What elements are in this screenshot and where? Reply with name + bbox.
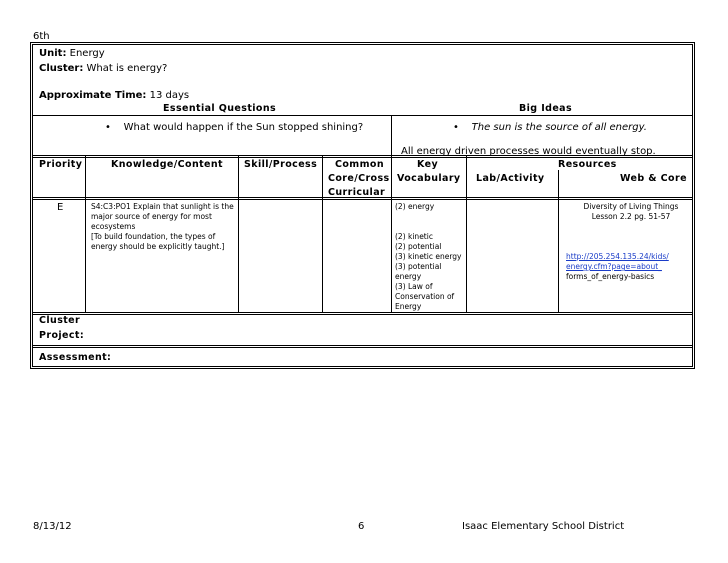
cluster-label: Cluster:	[39, 63, 84, 74]
curriculum-map-table	[30, 42, 695, 369]
cluster-project-label-2: Project:	[39, 330, 85, 341]
resource-link-line[interactable]: http://205.254.135.24/kids/	[566, 252, 669, 261]
big-ideas-header: Big Ideas	[519, 103, 573, 114]
col-skill: Skill/Process	[244, 159, 318, 170]
grade-label: 6th	[33, 31, 50, 42]
row-web-lesson: Lesson 2.2 pg. 51-57	[591, 212, 671, 221]
col-lab: Lab/Activity	[476, 173, 545, 184]
time-value: 13 days	[149, 90, 190, 101]
essential-questions-header: Essential Questions	[163, 103, 277, 114]
eq-bigideas-divider	[391, 115, 392, 156]
rule-before-columns	[33, 155, 692, 158]
col-web: Web & Core	[620, 173, 687, 184]
knowledge-line: S4:C3:PO1 Explain that sunlight is the	[91, 202, 234, 211]
vocab-line: Energy	[395, 302, 422, 311]
rule-after-project	[33, 345, 692, 348]
row-web-book: Diversity of Living Things	[583, 202, 679, 211]
col-vocab-2: Vocabulary	[397, 173, 461, 184]
cluster-row	[39, 63, 167, 74]
vocab-line: (2) potential	[395, 242, 442, 251]
time-label: Approximate Time:	[39, 90, 147, 101]
vocab-line	[395, 222, 461, 232]
time-row	[39, 90, 189, 101]
col-common-core-3: Curricular	[328, 187, 386, 198]
cluster-value: What is energy?	[86, 63, 168, 74]
col-knowledge: Knowledge/Content	[111, 159, 223, 170]
divider-vocab	[466, 155, 467, 313]
row-knowledge	[91, 202, 234, 252]
divider-priority	[85, 155, 86, 313]
footer-organization: Isaac Elementary School District	[462, 521, 625, 532]
knowledge-line: energy should be explicitly taught.]	[91, 242, 225, 251]
col-vocab-1: Key	[417, 159, 439, 170]
unit-label: Unit:	[39, 48, 67, 59]
vocab-line: (3) Law of	[395, 282, 433, 291]
vocab-line	[395, 212, 461, 222]
vocab-line: (2) energy	[395, 202, 435, 211]
bullet-icon: •	[453, 122, 459, 133]
row-vocab	[395, 202, 461, 312]
col-resources: Resources	[558, 159, 617, 170]
resource-link-line[interactable]: energy.cfm?page=about_	[566, 262, 662, 271]
essential-question-item: • What would happen if the Sun stopped shining?	[105, 122, 364, 133]
vocab-line: (3) kinetic energy	[395, 252, 462, 261]
col-priority: Priority	[39, 159, 83, 170]
vocab-line: (3) potential	[395, 262, 442, 271]
knowledge-line: major source of energy for most	[91, 212, 212, 221]
big-idea-item: • The sun is the source of all energy.	[453, 122, 647, 133]
divider-lab	[558, 170, 559, 313]
unit-value: Energy	[69, 48, 105, 59]
col-common-core-2: Core/Cross	[328, 173, 390, 184]
col-common-core-1: Common	[335, 159, 384, 170]
knowledge-line: ecosystems	[91, 222, 136, 231]
cluster-project-label-1: Cluster	[39, 315, 81, 326]
footer-page-number: 6	[358, 521, 365, 532]
assessment-label: Assessment:	[39, 352, 112, 363]
divider-skill	[322, 155, 323, 313]
big-ideas-note: All energy driven processes would eventually stop.	[401, 146, 656, 157]
bullet-icon: •	[105, 122, 111, 133]
vocab-line: (2) kinetic	[395, 232, 433, 241]
vocab-line: energy	[395, 272, 422, 281]
divider-knowledge	[238, 155, 239, 313]
vocab-line: Conservation of	[395, 292, 455, 301]
row-web-link[interactable]	[566, 252, 669, 282]
rule-after-headers	[33, 197, 692, 200]
divider-core	[391, 155, 392, 313]
resource-link-tail: forms_of_energy-basics	[566, 272, 655, 281]
unit-row	[39, 48, 105, 59]
knowledge-line: [To build foundation, the types of	[91, 232, 216, 241]
rule-after-time	[33, 115, 692, 116]
row-priority: E	[57, 202, 64, 213]
rule-after-row	[33, 312, 692, 315]
footer-date: 8/13/12	[33, 521, 72, 532]
